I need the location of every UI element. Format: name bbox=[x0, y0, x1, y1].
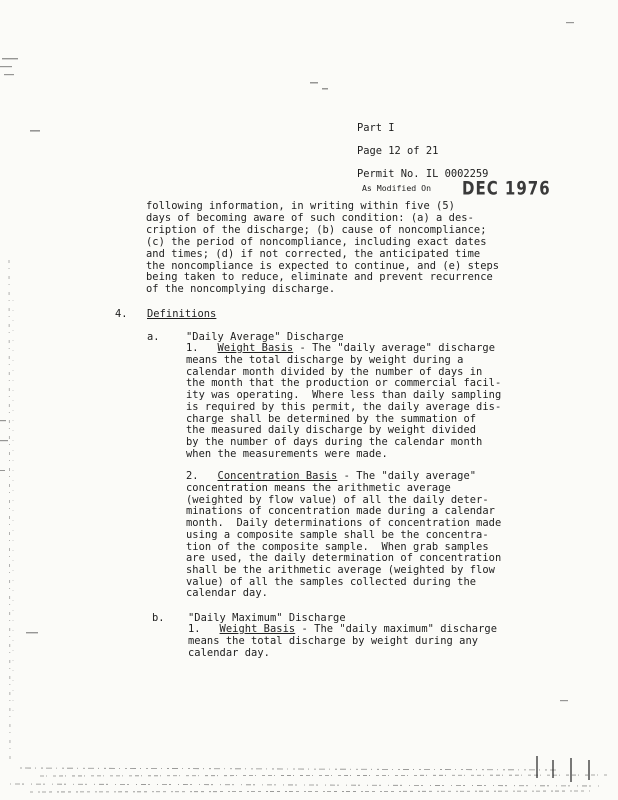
a2-line: using a composite sample shall be the concentra- bbox=[186, 528, 489, 541]
a2-line: calendar day. bbox=[186, 587, 268, 600]
a2-first-rest: - The "daily average" bbox=[337, 470, 477, 482]
b1-first-rest: - The "daily maximum" discharge bbox=[295, 623, 498, 635]
b1-first-line bbox=[188, 623, 497, 635]
a2-line: tion of the composite sample. When grab samples bbox=[186, 540, 489, 553]
permit-number: Permit No. IL 0002259 bbox=[357, 168, 489, 180]
a1-line: when the measurements were made. bbox=[186, 447, 388, 460]
a1-first-line bbox=[186, 342, 495, 354]
section-title: Definitions bbox=[147, 308, 217, 320]
a2-line: concentration means the arithmetic average bbox=[186, 482, 451, 494]
a1-first-rest: - The "daily average" discharge bbox=[293, 342, 496, 354]
intro-line: being taken to reduce, eliminate and prevent recurrence bbox=[146, 271, 493, 284]
intro-line: (c) the period of noncompliance, including exact dates bbox=[146, 235, 487, 248]
subsection-b-title: "Daily Maximum" Discharge bbox=[188, 612, 346, 624]
a2-line: shall be the arithmetic average (weighted by flow bbox=[186, 563, 495, 576]
page-number: Page 12 of 21 bbox=[357, 145, 439, 157]
a2-number: 2. bbox=[186, 470, 199, 482]
intro-line: cription of the discharge; (b) cause of noncompliance; bbox=[146, 223, 487, 236]
a2-line: are used, the daily determination of concentration bbox=[186, 552, 502, 565]
date-stamp: DEC 1976 bbox=[462, 176, 551, 200]
a1-line: by the number of days during the calendar month bbox=[186, 435, 483, 448]
a2-term: Concentration Basis bbox=[217, 470, 338, 482]
a1-number: 1. bbox=[186, 342, 199, 354]
a1-line: ity was operating. Where less than daily sampling bbox=[186, 389, 502, 402]
a1-line: the measured daily discharge by weight divided bbox=[186, 424, 477, 437]
b1-term: Weight Basis bbox=[219, 623, 296, 635]
a2-line: value) of all the samples collected during the bbox=[186, 575, 477, 588]
subsection-b-letter: b. bbox=[152, 612, 165, 624]
intro-line: following information, in writing within five (5) bbox=[146, 200, 455, 212]
b1-line: calendar day. bbox=[188, 646, 270, 659]
a2-first-line bbox=[186, 470, 476, 482]
intro-line: and times; (d) if not corrected, the anticipated time bbox=[146, 247, 481, 260]
a1-line: charge shall be determined by the summation of bbox=[186, 412, 477, 425]
a1-line: is required by this permit, the daily average dis- bbox=[186, 400, 502, 413]
b1-line: means the total discharge by weight during any bbox=[188, 635, 479, 647]
a1-term: Weight Basis bbox=[217, 342, 294, 354]
section-number: 4. bbox=[115, 308, 128, 320]
part-label: Part I bbox=[357, 122, 395, 134]
a1-line: calendar month divided by the number of days in bbox=[186, 365, 483, 378]
a1-line: the month that the production or commercial facil- bbox=[186, 377, 502, 390]
intro-line: days of becoming aware of such condition: (a) a des- bbox=[146, 211, 474, 224]
modified-label: As Modified On bbox=[362, 183, 432, 193]
a2-line: minations of concentration made during a calendar bbox=[186, 505, 495, 518]
a2-line: month. Daily determinations of concentration made bbox=[186, 517, 502, 530]
intro-line: the noncompliance is expected to continue, and (e) steps bbox=[146, 259, 500, 272]
subsection-a-title: "Daily Average" Discharge bbox=[186, 331, 344, 343]
b1-number: 1. bbox=[188, 623, 201, 635]
a2-line: (weighted by flow value) of all the daily deter- bbox=[186, 493, 489, 506]
a1-line: means the total discharge by weight during a bbox=[186, 354, 464, 366]
intro-line: of the noncomplying discharge. bbox=[146, 283, 336, 296]
subsection-a-letter: a. bbox=[147, 331, 160, 343]
